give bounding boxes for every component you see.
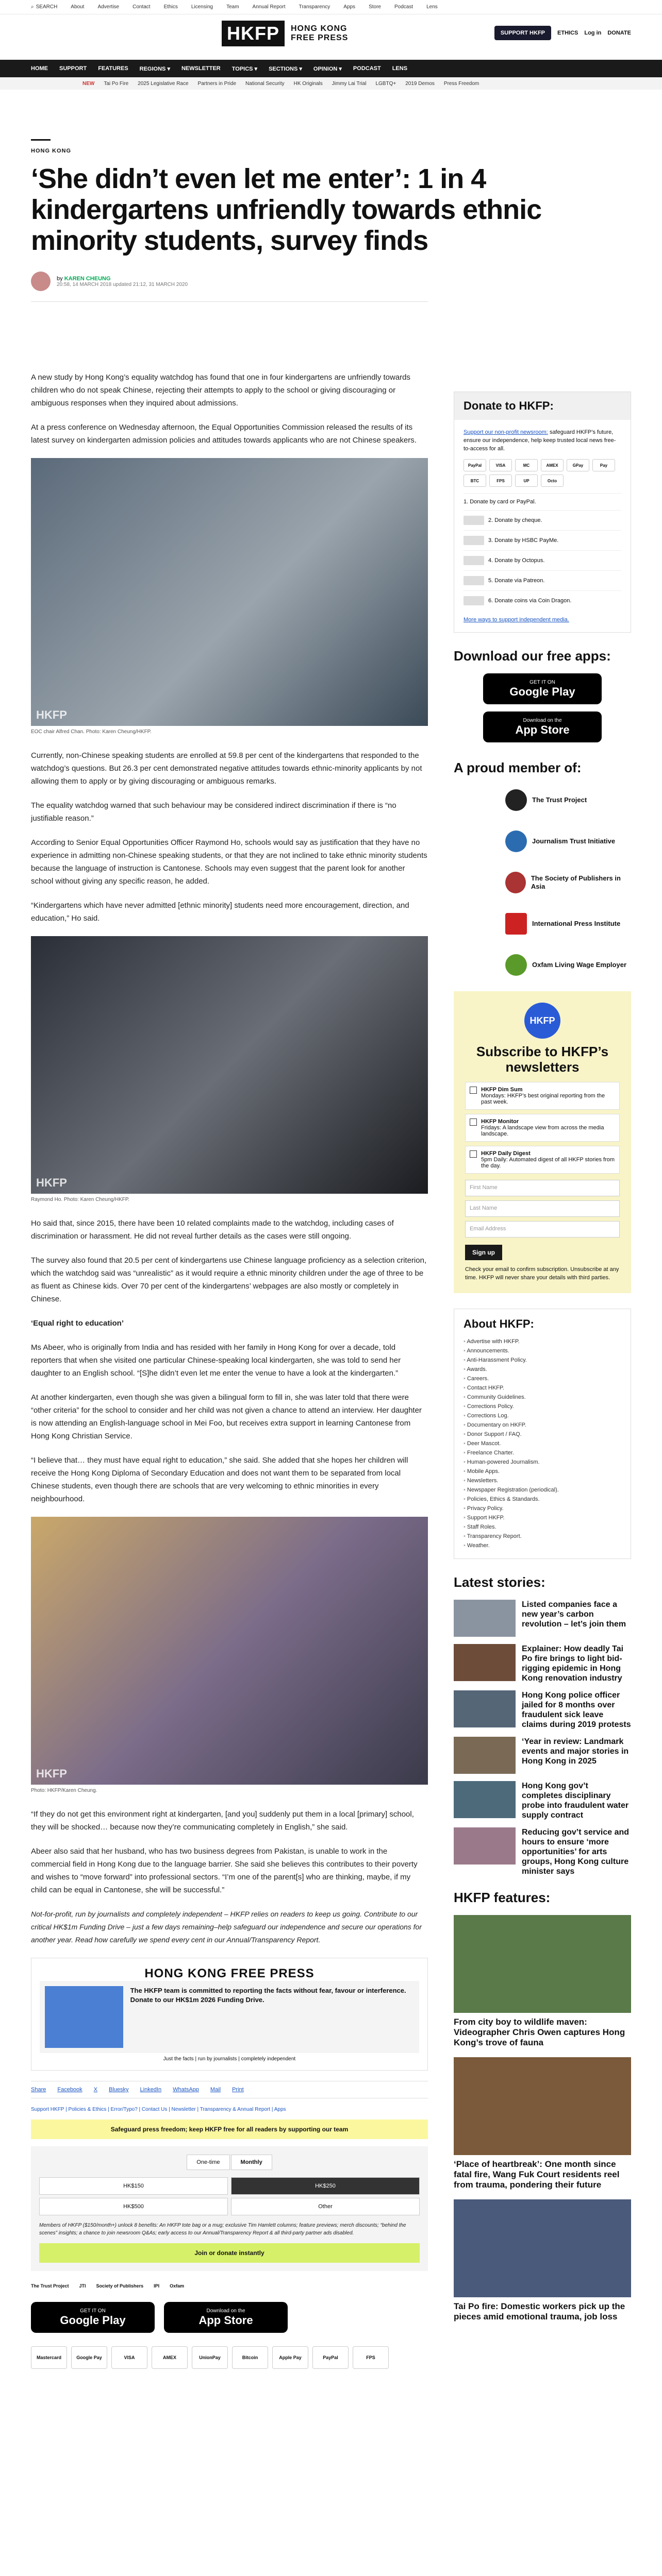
feature-story[interactable] [454, 2199, 631, 2322]
byline: by KAREN CHEUNG 20:58, 14 MARCH 2018 updated 21:12, 31 MARCH 2020 [31, 272, 428, 302]
trending-link[interactable]: LGBTQ+ [375, 80, 396, 87]
press-freedom-bar[interactable]: Safeguard press freedom; keep HKFP free for all readers by supporting our team [31, 2120, 428, 2139]
team-link[interactable]: Team [226, 4, 239, 10]
latest-story[interactable] [454, 1644, 631, 1683]
feature-image [454, 2057, 631, 2155]
feature-title: Tai Po fire: Domestic workers pick up the pieces amid emotional trauma, job loss [454, 2301, 625, 2321]
story-title: Reducing gov’t service and hours to ensure ‘more opportunities’ for arts groups, Hong Kong culture minister says [522, 1828, 630, 1876]
about-link[interactable]: • Corrections Log. [464, 1411, 621, 1420]
article-body [31, 371, 428, 2369]
amount-option[interactable]: HK$150 [39, 2177, 228, 2195]
oxfam-icon [505, 954, 527, 976]
support-hkfp-button[interactable]: SUPPORT HKFP [494, 26, 551, 40]
paragraph: A new study by Hong Kong’s equality watchdog has found that one in four kindergartens are unfriendly towards children who do not speak Chinese, rejecting their attempts to apply to the school or giving discouraging or ambiguous responses when they inquired about admissions. [31, 373, 411, 408]
watermark: HKFP [36, 1176, 67, 1189]
trending-link[interactable]: National Security [245, 80, 285, 87]
paragraph: Abeer also said that her husband, who has two business degrees from Pakistan, is unable to work in the commercial field in Hong Kong due to the language barrier. She said she believes this contributes to their poverty and wishes to “move forward” into professional sectors. “I’m one of the parent[s] who are thinking, maybe, if my child can be equal in Cantonese, she will be successful.” [31, 1847, 418, 1894]
donate-button[interactable]: DONATE [607, 30, 631, 36]
ipi-icon [505, 913, 527, 935]
email-field[interactable]: Email Address [465, 1221, 620, 1238]
jti-logo: JTI [79, 2283, 86, 2289]
latest-story[interactable] [454, 1600, 631, 1637]
ipi-logo: IPI [154, 2283, 160, 2289]
feature-image [454, 2199, 631, 2297]
new-badge: NEW [82, 80, 95, 87]
story-title: Explainer: How deadly Tai Po fire brings to light bid-rigging epidemic in Hong Kong renovation industry [522, 1645, 624, 1683]
about-link[interactable]: • Documentary on HKFP. [464, 1420, 621, 1430]
amount-option[interactable]: HK$500 [39, 2198, 228, 2215]
category-label[interactable]: HONG KONG [31, 148, 72, 154]
photo-caption: EOC chair Alfred Chan. Photo: Karen Cheung/HKFP. [31, 729, 152, 735]
member-heading: A proud member of: [454, 760, 582, 775]
latest-stories [454, 1600, 631, 1876]
member-ipi[interactable]: International Press Institute [454, 909, 631, 939]
nav-item[interactable]: HOME [31, 65, 48, 72]
store-link[interactable]: Store [369, 4, 381, 10]
licensing-link[interactable]: Licensing [191, 4, 213, 10]
hkfp-logo: HKFP [524, 1003, 560, 1039]
support-link[interactable]: Support our non-profit newsroom: [464, 429, 548, 435]
paragraph: The equality watchdog warned that such behaviour may be considered indirect discrimination if there is “no justifiable reason.” [31, 801, 396, 823]
article-photo [31, 458, 428, 726]
article-header [31, 139, 631, 317]
app-store-button[interactable]: Download on the App Store [483, 711, 602, 742]
paragraph: At another kindergarten, even though she was given a bilingual form to fill in, she was later told that there were “other criteria” for the school to consider and her child was not given a chance to attend an interview. Her daughter is now attending an English-language school in Mei Foo, but receives extra support in learning Cantonese from Hong Kong Christian Service. [31, 1393, 422, 1440]
pay-icon: PayPal [464, 459, 486, 471]
about-link[interactable]: • Contact HKFP. [464, 1383, 621, 1393]
story-title: Hong Kong gov’t completes disciplinary probe into fraudulent water supply contract [522, 1782, 629, 1820]
story-thumbnail [454, 1827, 516, 1865]
about-link[interactable]: • Mobile Apps. [464, 1467, 621, 1476]
tab-monthly[interactable]: Monthly [231, 2155, 272, 2170]
nav-item[interactable]: FEATURES [98, 65, 128, 72]
login-button[interactable]: Log in [584, 30, 602, 36]
utility-bar [0, 0, 662, 14]
about-link[interactable]: • Anti-Harassment Policy. [464, 1355, 621, 1365]
about-link[interactable]: • Donor Support / FAQ. [464, 1430, 621, 1439]
article-dates: 20:58, 14 MARCH 2018 updated 21:12, 31 MARCH 2020 [57, 281, 188, 287]
members-text: Members of HKFP ($150/month+) unlock 8 benefits: An HKFP tote bag or a mug; exclusive Tim Hamlett columns; feature previews; merch discounts; “behind the scenes” insights; a chance to join newsroom Q&As; early access to our Annual/Transparency Report & all third-party partner ads disabled. [39, 2223, 406, 2236]
paragraph: Ho said that, since 2015, there have been 10 related complaints made to the watchdog, including cases of discrimination or harassment. He did not reveal further details as the cases were still ongoing. [31, 1219, 394, 1241]
member-jti[interactable]: Journalism Trust Initiative [454, 826, 631, 856]
trending-link[interactable]: Press Freedom [443, 80, 479, 87]
latest-story[interactable] [454, 1737, 631, 1774]
support-links[interactable]: Support HKFP | Policies & Ethics | Error/Typo? | Contact Us | Newsletter | Transparency & Annual Report | Apps [31, 2107, 286, 2112]
contact-link[interactable]: Contact [133, 4, 151, 10]
about-link[interactable]: • Newsletters. [464, 1476, 621, 1485]
newsletter-option[interactable]: HKFP Dim Sum Mondays: HKFP’s best original reporting from the past week. [465, 1082, 620, 1110]
ethics-button[interactable]: ETHICS [557, 30, 578, 36]
search-link[interactable]: ⌕ SEARCH [31, 4, 58, 10]
share-bar [31, 2081, 428, 2098]
article-title: ‘She didn’t even let me enter’: 1 in 4 kindergartens unfriendly towards ethnic minority students, survey finds [31, 163, 542, 256]
about-link[interactable]: About [71, 4, 85, 10]
card-icon: Mastercard [31, 2346, 67, 2369]
google-play-button[interactable]: GET IT ON Google Play [31, 2302, 155, 2333]
pay-icon: FPS [489, 474, 512, 487]
pay-icon: MC [515, 459, 538, 471]
about-link[interactable]: • Newspaper Registration (periodical). [464, 1485, 621, 1495]
trust-project-logo: The Trust Project [31, 2283, 69, 2289]
article-photo [31, 936, 428, 1194]
pay-icon: UP [515, 474, 538, 487]
bluesky-link[interactable]: Bluesky [109, 2087, 129, 2093]
mail-link[interactable]: Mail [210, 2087, 221, 2093]
main-nav [0, 60, 662, 77]
donate-option[interactable]: 3. Donate by HSBC PayMe. [464, 530, 621, 550]
signup-button[interactable]: Sign up [465, 1245, 502, 1260]
paragraph: Currently, non-Chinese speaking students are enrolled at 59.8 per cent of the kindergartens that responded to the watchdog’s questions. But 26.3 per cent demonstrated negative attitudes towards ethnic-minority applicants by not allowing them to apply or by giving discouraging or ambiguous remarks. [31, 751, 422, 786]
team-photo [45, 1986, 123, 2048]
paragraph: “If they do not get this environment right at kindergarten, [and you] suddenly put them in a local [primary] school, they will be shocked… because now they’re communicating completely in English,” she said. [31, 1810, 414, 1832]
divider [31, 139, 51, 141]
about-link[interactable]: • Staff Roles. [464, 1522, 621, 1532]
trending-bar [0, 77, 662, 90]
member-sopa[interactable]: The Society of Publishers in Asia [454, 868, 631, 897]
author-avatar [31, 272, 51, 291]
about-link[interactable]: • Careers. [464, 1374, 621, 1383]
sidebar [454, 392, 631, 2331]
pay-icon: AMEX [541, 459, 564, 471]
sopa-icon [505, 872, 526, 893]
card-icon: UnionPay [192, 2346, 228, 2369]
about-link[interactable]: • Freelance Charter. [464, 1448, 621, 1458]
story-thumbnail [454, 1690, 516, 1727]
donate-option[interactable]: 5. Donate via Patreon. [464, 570, 621, 590]
payment-cards [31, 2346, 428, 2369]
article-photo [31, 1517, 428, 1785]
advertise-link[interactable]: Advertise [97, 4, 120, 10]
apps-link[interactable]: Apps [343, 4, 356, 10]
linkedin-link[interactable]: LinkedIn [140, 2087, 162, 2093]
donate-box: Donate to HKFP: Support our non-profit newsroom: safeguard HKFP’s future, ensure our independence, help keep trusted local news free-to-access for all. PayPal VISA MC AMEX GPay Pay BTC FPS UP Octo 1. Donate by card or PayPal. 2. Donate by cheque. 3. Donate by HSBC PayMe. 4. Donate by Octopus. 5. Donate via Patreon. 6. Donate coins via Coin Dragon. More ways to support independent media. [454, 392, 631, 633]
about-link[interactable]: • Support HKFP. [464, 1513, 621, 1522]
newsletter-note: Check your email to confirm subscription. Unsubscribe at any time. HKFP will never share your details with third parties. [465, 1266, 619, 1281]
ethics-link[interactable]: Ethics [163, 4, 178, 10]
card-icon: Google Pay [71, 2346, 107, 2369]
tab-one-time[interactable]: One-time [187, 2155, 229, 2170]
about-link[interactable]: • Transparency Report. [464, 1532, 621, 1541]
feature-story[interactable] [454, 1915, 631, 2048]
nav-item[interactable]: REGIONS ▾ [139, 65, 170, 72]
paragraph: Ms Abeer, who is originally from India and has resided with her family in Hong Kong for over a decade, told reporters that when she visited one particular Chinese-speaking local kindergarten, she was told to send her daughter to an English school. “[S]he didn’t even let me enter the venue to have a look at the kindergarten.” [31, 1343, 401, 1378]
podcast-link[interactable]: Podcast [394, 4, 413, 10]
feature-image [454, 1915, 631, 2013]
nav-item[interactable]: NEWSLETTER [181, 65, 221, 72]
annual-report-link[interactable]: Annual Report [252, 4, 286, 10]
about-link[interactable]: • Privacy Policy. [464, 1504, 621, 1513]
donate-option[interactable]: 4. Donate by Octopus. [464, 550, 621, 570]
lens-link[interactable]: Lens [426, 4, 438, 10]
about-link[interactable]: • Community Guidelines. [464, 1393, 621, 1402]
footer-logos [31, 2283, 428, 2289]
photo-caption: Raymond Ho. Photo: Karen Cheung/HKFP. [31, 1197, 130, 1202]
story-title: ‘Year in review: Landmark events and major stories in Hong Kong in 2025 [522, 1737, 629, 1766]
nav-item[interactable]: PODCAST [353, 65, 381, 72]
funding-appeal: Not-for-profit, run by journalists and completely independent – HKFP relies on readers to keep us going. Contribute to our critical HK$1m Funding Drive – just a few days remaining–help safeguard our independence and secure our operations for another year. Read how carefully we spend every cent in our Annual/Transparency Report. [31, 1910, 422, 1944]
pay-icon: GPay [567, 459, 589, 471]
nav-item[interactable]: LENS [392, 65, 408, 72]
nav-item[interactable]: TOPICS ▾ [231, 65, 258, 72]
card-icon: FPS [353, 2346, 389, 2369]
first-name-field[interactable]: First Name [465, 1180, 620, 1196]
feature-title: ‘Place of heartbreak’: One month since fatal fire, Wang Fuk Court residents reel from trauma, pondering their future [454, 2159, 620, 2190]
member-oxfam[interactable]: Oxfam Living Wage Employer [454, 950, 631, 980]
facebook-link[interactable]: Facebook [57, 2087, 82, 2093]
funding-banner[interactable]: HONG KONG FREE PRESS The HKFP team is committed to reporting the facts without fear, favour or interference. Donate to our HK$1m 2026 Funding Drive. Just the facts | run by journalists | completely independent [31, 1958, 428, 2071]
newsletter-box: HKFP Subscribe to HKFP’s newsletters HKFP Dim Sum Mondays: HKFP’s best original reporting from the past week. HKFP Monitor Fridays: A landscape view from across the media landscape. HKFP Daily Digest 5pm Daily: Automated digest of all HKFP stories from the day. First Name Last Name Email Address Sign up Check your email to confirm subscription. Unsubscribe at any time. HKFP will never share your details with third parties. [454, 991, 631, 1293]
card-icon: Apple Pay [272, 2346, 308, 2369]
story-thumbnail [454, 1600, 516, 1637]
author-name[interactable]: KAREN CHEUNG [64, 275, 111, 282]
amount-option[interactable]: HK$250 [231, 2177, 420, 2195]
watermark: HKFP [36, 708, 67, 721]
photo-caption: Photo: HKFP/Karen Cheung. [31, 1788, 97, 1793]
transparency-link[interactable]: Transparency [299, 4, 330, 10]
trust-project-icon [505, 789, 527, 811]
app-store-button[interactable]: Download on the App Store [164, 2302, 288, 2333]
nav-item[interactable]: OPINION ▾ [313, 65, 342, 72]
search-icon: ⌕ [31, 4, 34, 10]
masthead [0, 14, 662, 60]
latest-story[interactable] [454, 1690, 631, 1730]
paragraph: At a press conference on Wednesday afternoon, the Equal Opportunities Commission released the results of its latest survey on kindergarten admission policies and attitudes towards applicants who are not Chinese speakers. [31, 423, 417, 445]
feature-story[interactable] [454, 2057, 631, 2190]
story-thumbnail [454, 1644, 516, 1681]
about-box: About HKFP: • Advertise with HKFP. • Announcements. • Anti-Harassment Policy. • Awards. • Careers. • Contact HKFP. • Community Guidelines. • Corrections Policy. • Corrections Log. • Documentary on HKFP. • Donor Support / FAQ. • Deer Mascot. • Freelance Charter. • Human-powered Journalism. • Mobile Apps. • Newsletters. • Newspaper Registration (periodical). • Policies, Ethics & Standards. • Privacy Policy. • Support HKFP. • Staff Roles. • Transparency Report. • Weather. [454, 1309, 631, 1559]
subheading: ‘Equal right to education’ [31, 1319, 124, 1328]
watermark: HKFP [36, 1767, 67, 1780]
donate-option[interactable]: 1. Donate by card or PayPal. [464, 493, 621, 510]
donation-form [31, 2146, 428, 2271]
more-ways-link[interactable]: More ways to support independent media. [464, 617, 569, 623]
card-icon: PayPal [312, 2346, 349, 2369]
about-link[interactable]: • Awards. [464, 1365, 621, 1374]
sopa-logo: Society of Publishers [96, 2283, 144, 2289]
newsletter-option[interactable]: HKFP Monitor Fridays: A landscape view from across the media landscape. [465, 1114, 620, 1142]
pay-icon: BTC [464, 474, 486, 487]
whatsapp-link[interactable]: WhatsApp [173, 2087, 199, 2093]
paragraph: According to Senior Equal Opportunities Officer Raymond Ho, schools would say as justification that they have no experience in admitting non-Chinese speaking students, or that they are not inclined to take ethnic minority students because the language of instruction is Cantonese. Schools may even suggest that the parent look for another school without giving any specific reason, he added. [31, 838, 427, 886]
features-list [454, 1915, 631, 2322]
story-thumbnail [454, 1781, 516, 1818]
amount-option[interactable]: Other [231, 2198, 420, 2215]
features-heading: HKFP features: [454, 1890, 551, 1905]
join-donate-button[interactable]: Join or donate instantly [39, 2243, 420, 2263]
x-link[interactable]: X [93, 2087, 98, 2093]
trending-link[interactable]: 2019 Demos [405, 80, 435, 87]
newsletter-option[interactable]: HKFP Daily Digest 5pm Daily: Automated digest of all HKFP stories from the day. [465, 1146, 620, 1174]
about-link[interactable]: • Advertise with HKFP. [464, 1337, 621, 1346]
about-link[interactable]: • Weather. [464, 1541, 621, 1550]
story-title: Hong Kong police officer jailed for 8 months over fraudulent sick leave claims during 2019 protests [522, 1691, 631, 1729]
apps-heading: Download our free apps: [454, 648, 611, 664]
paragraph: “I believe that… they must have equal right to education,” she said. She added that she hopes her children will receive the Hong Kong Diploma of Secondary Education and does not want them to be separated from local Chinese students, even though there are schools that are very welcoming to ethnic minorities in every neighbourhood. [31, 1456, 408, 1503]
nav-item[interactable]: SUPPORT [59, 65, 87, 72]
pay-icon: Octo [541, 474, 564, 487]
google-play-button[interactable]: GET IT ON Google Play [483, 673, 602, 704]
trending-link[interactable]: 2025 Legislative Race [138, 80, 189, 87]
trending-link[interactable]: Partners in Pride [197, 80, 237, 87]
card-icon: VISA [111, 2346, 147, 2369]
print-link[interactable]: Print [232, 2087, 244, 2093]
pay-icon: VISA [489, 459, 512, 471]
oxfam-logo: Oxfam [170, 2283, 185, 2289]
nav-item[interactable]: SECTIONS ▾ [269, 65, 302, 72]
about-link[interactable]: • Corrections Policy. [464, 1402, 621, 1411]
card-icon: Bitcoin [232, 2346, 268, 2369]
share-link[interactable]: Share [31, 2087, 46, 2093]
latest-heading: Latest stories: [454, 1574, 545, 1590]
trending-link[interactable]: Jimmy Lai Trial [332, 80, 367, 87]
paragraph: The survey also found that 20.5 per cent of kindergartens use Chinese language proficiency as a selection criterion, which the watchdog said was “unrealistic” as it would require a ethnic minority children under the age of three to be as fluent as Chinese kids. Over 70 per cent of the kindergartens’ webpages are also mostly or completely in Chinese. [31, 1256, 427, 1303]
feature-title: From city boy to wildlife maven: Videographer Chris Owen captures Hong Kong’s trove of fauna [454, 2017, 625, 2047]
checkbox[interactable] [470, 1087, 477, 1094]
about-link[interactable]: • Policies, Ethics & Standards. [464, 1495, 621, 1504]
about-link[interactable]: • Deer Mascot. [464, 1439, 621, 1448]
story-title: Listed companies face a new year’s carbon revolution – let’s join them [522, 1600, 626, 1629]
donate-option[interactable]: 6. Donate coins via Coin Dragon. [464, 590, 621, 611]
story-thumbnail [454, 1737, 516, 1774]
trending-link[interactable]: HK Originals [293, 80, 323, 87]
about-link[interactable]: • Human-powered Journalism. [464, 1458, 621, 1467]
checkbox[interactable] [470, 1118, 477, 1126]
checkbox[interactable] [470, 1150, 477, 1158]
pay-icon: Pay [592, 459, 615, 471]
latest-story[interactable] [454, 1781, 631, 1820]
member-trust-project[interactable]: The Trust Project [454, 785, 631, 815]
about-link[interactable]: • Announcements. [464, 1346, 621, 1355]
jti-icon [505, 831, 527, 852]
last-name-field[interactable]: Last Name [465, 1200, 620, 1217]
paragraph: “Kindergartens which have never admitted [ethnic minority] students need more encouragement, direction, and education,” Ho said. [31, 901, 409, 923]
card-icon: AMEX [152, 2346, 188, 2369]
trending-link[interactable]: Tai Po Fire [104, 80, 129, 87]
latest-story[interactable] [454, 1827, 631, 1876]
site-logo[interactable]: HKFP HONG KONG FREE PRESS [222, 21, 348, 46]
donate-option[interactable]: 2. Donate by cheque. [464, 510, 621, 530]
